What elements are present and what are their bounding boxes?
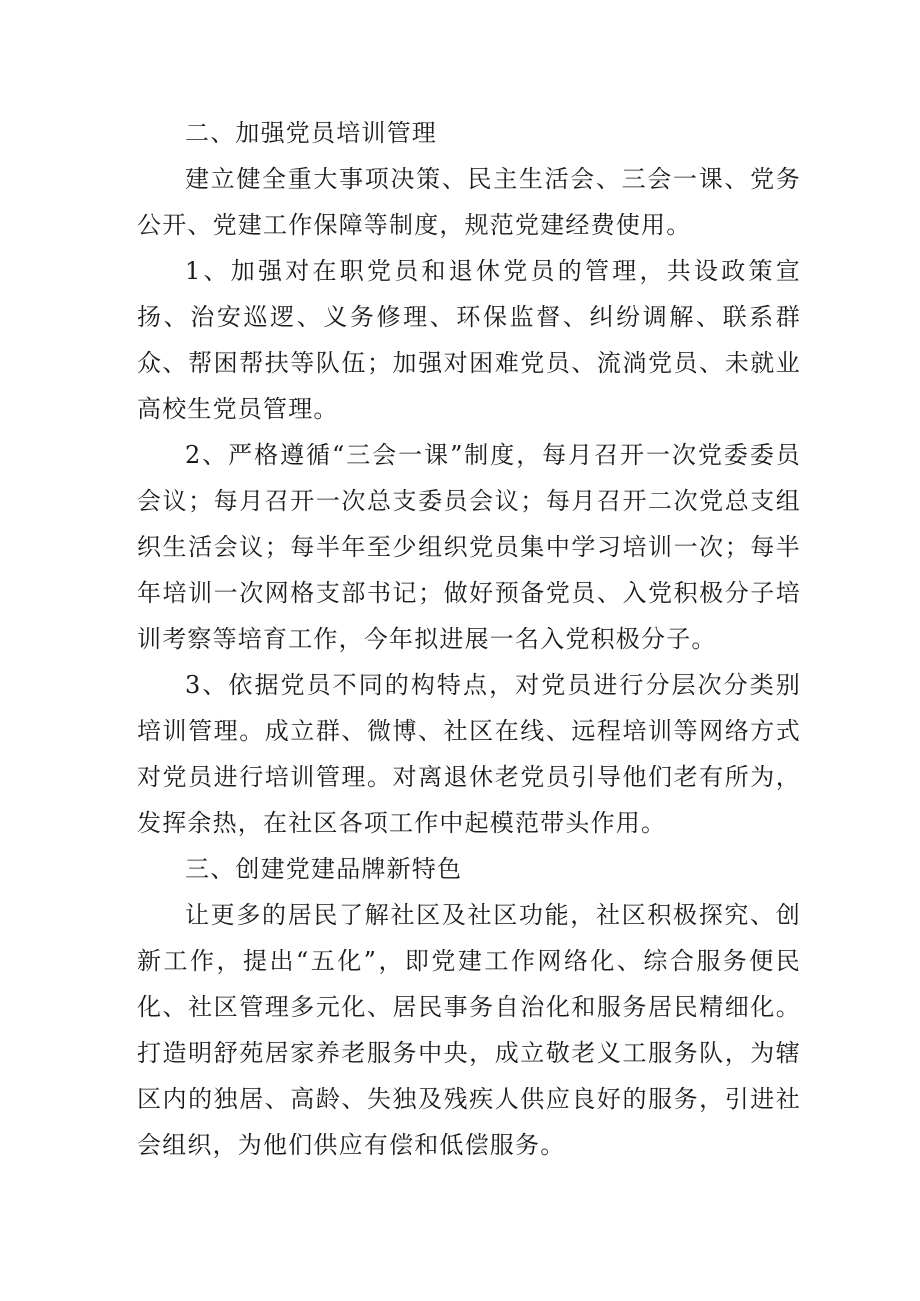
section-2-intro-paragraph: 建立健全重大事项决策、民主生活会、三会一课、党务公开、党建工作保障等制度，规范党建经费使用。 [137, 165, 801, 239]
section-2-item-1-paragraph: 1、加强对在职党员和退休党员的管理，共设政策宣扬、治安巡逻、义务修理、环保监督、纠纷调解、联系群众、帮困帮扶等队伍；加强对困难党员、流淌党员、未就业高校生党员管理。 [137, 257, 801, 423]
section-heading-3: 三、创建党建品牌新特色 [185, 855, 463, 883]
section-2-item-2-paragraph: 2、严格遵循“三会一课”制度，每月召开一次党委委员会议；每月召开一次总支委员会议；每月召开二次党总支组织生活会议；每半年至少组织党员集中学习培训一次；每半年培训一次网格支部书记；做好预备党员、入党积极分子培训考察等培育工作，今年拟进展一名入党积极分子。 [137, 441, 801, 653]
document-body [137, 110, 801, 1168]
section-2-item-3-paragraph: 3、依据党员不同的构特点，对党员进行分层次分类别培训管理。成立群、微博、社区在线、远程培训等网络方式对党员进行培训管理。对离退休老党员引导他们老有所为，发挥余热，在社区各项工作中起模范带头作用。 [137, 671, 801, 837]
section-heading-2: 二、加强党员培训管理 [185, 119, 437, 147]
section-3-body-paragraph: 让更多的居民了解社区及社区功能，社区积极探究、创新工作，提出“五化”，即党建工作网络化、综合服务便民化、社区管理多元化、居民事务自治化和服务居民精细化。打造明舒苑居家养老服务中央，成立敬老义工服务队，为辖区内的独居、高龄、失独及残疾人供应良好的服务，引进社会组织，为他们供应有偿和低偿服务。 [137, 901, 801, 1159]
